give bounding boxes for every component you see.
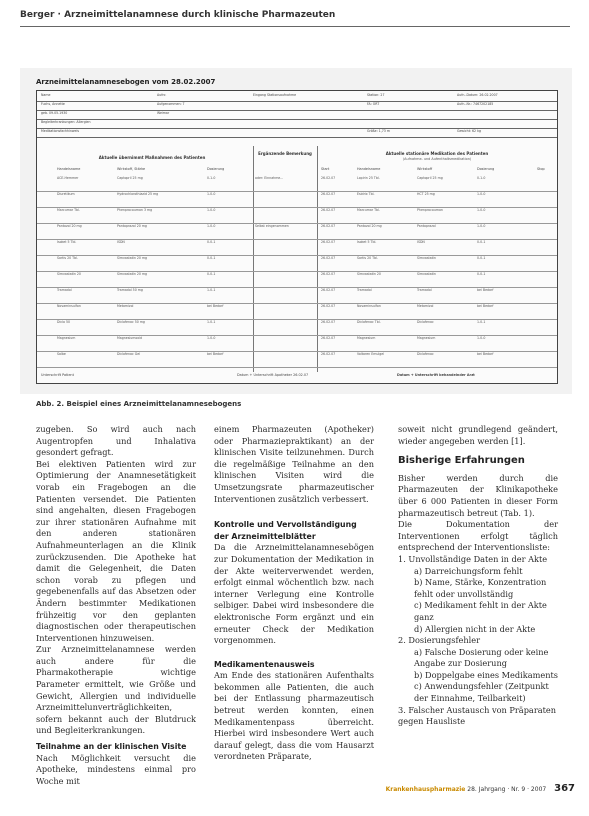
form-header-cell: Gewicht: 62 kg xyxy=(457,129,481,133)
table-row xyxy=(37,191,557,208)
table-cell: 1-0-0 xyxy=(207,336,216,340)
table-cell: Hydrochlorothiazid 25 mg xyxy=(117,192,159,196)
table-cell: Simvastatin xyxy=(417,256,436,260)
form-header-cell: Weimar xyxy=(157,111,170,115)
table-cell: Diclo 50 xyxy=(57,320,70,324)
table-cell: Metamizol xyxy=(417,304,434,308)
table-row xyxy=(37,239,557,256)
running-title: Berger · Arzneimittelanamnese durch klinische Pharmazeuten xyxy=(20,10,336,20)
table-cell: Novaminsulfon xyxy=(357,304,381,308)
page-footer xyxy=(330,782,575,796)
section-heading: Kontrolle und Vervollständigung der Arzneimittelblätter xyxy=(214,520,357,541)
paragraph: Die Dokumentation der Interventionen erfolgt täglich entsprechend der Interventionsliste: xyxy=(398,519,558,553)
table-cell: Isoket 5 Tbl. xyxy=(57,240,77,244)
table-cell: Esidrix Tbl. xyxy=(357,192,375,196)
magazine-name: Krankenhauspharmazie xyxy=(385,786,466,793)
section-heading: Teilnahme an der klinischen Visite xyxy=(36,742,187,752)
form-header-cell: Größe: 1,73 m xyxy=(367,129,390,133)
form-header-row xyxy=(37,128,557,138)
list-item: c) Medikament fehlt in der Akte ganz xyxy=(414,600,547,622)
list-item: c) Anwendungsfehler (Zeitpunkt der Einnahme, Teilbarkeit) xyxy=(414,681,549,704)
table-cell: Sortis 20 Tbl. xyxy=(57,256,79,260)
section-heading: Medikamentenausweis xyxy=(214,659,315,669)
right-section-subtitle: (Aufnahme- und Aufenthaltsmedikation) xyxy=(402,157,472,161)
table-cell: 1-0-1 xyxy=(207,320,216,324)
table-cell: oder: Einnahme... xyxy=(255,176,284,180)
form-header-cell: Aufn.-Nr.: 7467202185 xyxy=(457,102,494,106)
table-cell: Novaminsulfon xyxy=(57,304,81,308)
table-cell: Diclofenac Tbl. xyxy=(357,320,381,324)
table-cell: 1-0-0 xyxy=(207,224,216,228)
table-cell: Phenprocoumon 3 mg xyxy=(117,208,153,212)
table-cell: 26.02.07 xyxy=(321,224,336,228)
list-item: d) Allergien nicht in der Akte xyxy=(414,623,536,634)
table-cell: bei Bedarf xyxy=(207,304,224,308)
table-cell: Magnesium xyxy=(57,336,76,340)
issue-info: 28. Jahrgang · Nr. 9 · 2007 xyxy=(467,786,547,793)
form-header-cell: Medikationsfachhinweis xyxy=(41,129,80,133)
table-cell: Simvastatin 20 mg xyxy=(117,256,148,260)
table-row xyxy=(37,287,557,304)
paragraph: soweit nicht grundlegend geändert, wieder angegeben werden [1]. xyxy=(398,424,558,446)
form-header-cell: Name xyxy=(41,93,51,97)
table-cell: Simvastatin xyxy=(417,272,436,276)
table-cell: 26.02.07 xyxy=(321,176,336,180)
form-title: Arzneimittelanamnesebogen vom 28.02.2007 xyxy=(36,78,216,86)
table-cell: Tramadol xyxy=(357,288,372,292)
table-cell: Diuretikum xyxy=(57,192,75,196)
table-cell: 1-0-0 xyxy=(477,208,486,212)
table-cell: Pantozol 20 mg xyxy=(57,224,82,228)
table-cell: 26.02.07 xyxy=(321,272,336,276)
table-cell: Magnesium xyxy=(417,336,436,340)
table-cell: 0-0-1 xyxy=(207,240,216,244)
table-cell: 1-0-0 xyxy=(207,192,216,196)
column-header: Start xyxy=(321,167,330,171)
table-cell: Isoket 5 Tbl. xyxy=(357,240,377,244)
paragraph: Nach Möglichkeit versucht die Apotheke, mindestens einmal pro Woche mit xyxy=(36,752,196,786)
table-row xyxy=(37,303,557,320)
table-cell: 1-0-0 xyxy=(477,224,486,228)
table-cell: 26.02.07 xyxy=(321,352,336,356)
table-cell: 0-0-1 xyxy=(207,272,216,276)
table-cell: Diclofenac xyxy=(417,352,434,356)
right-section-title: Aktuelle stationäre Medikation des Patienten xyxy=(385,151,489,156)
signature-patient: Unterschrift Patient xyxy=(41,373,74,377)
anamnesis-form xyxy=(36,90,558,384)
list-item: b) Doppelgabe eines Medikaments xyxy=(414,669,558,680)
list-item: 2. Dosierungsfehler xyxy=(398,635,481,646)
table-cell: 26.02.07 xyxy=(321,208,336,212)
form-header-cell: FA: ORT xyxy=(367,102,380,106)
paragraph: Zur Arzneimittelanamnese werden auch andere für die Pharmakotherapie wichtige Parameter ermittelt, wie Größe und Gewicht, Allergien und individuelle Arzneimittelunverträglichkeiten, sofern bekannt auch der Blutdruck und Begleiterkrankungen. xyxy=(36,644,196,736)
mid-section-title: Ergänzende Bemerkung xyxy=(258,151,312,156)
form-header-cell: geb. 09.05.1930 xyxy=(41,111,68,115)
table-cell: Tramadol 50 mg xyxy=(117,288,143,292)
table-cell: 26.02.07 xyxy=(321,320,336,324)
signature-pharmacist: Datum + Unterschrift Apotheker 26.02.07 xyxy=(237,373,309,377)
left-section-title: Aktuelle übernimmt Maßnahmen des Patienten xyxy=(98,155,206,160)
table-cell: Simvastatin 20 xyxy=(57,272,81,276)
table-cell: Marcumar Tbl. xyxy=(357,208,380,212)
table-cell: Sortis 20 Tbl. xyxy=(357,256,379,260)
paragraph: einem Pharmazeuten (Apotheker) oder Pharmaziepraktikant) an der klinischen Visite teilzunehmen. Durch die regelmäßige Teilnahme an den klinischen Visiten wird die Umsetzungsrate pharmazeutischer Interventionen zusätzlich verbessert. xyxy=(214,424,374,504)
table-cell: 26.02.07 xyxy=(321,288,336,292)
table-cell: Marcumar Tbl. xyxy=(57,208,80,212)
section-heading: Bisherige Erfahrungen xyxy=(398,455,525,467)
table-row xyxy=(37,271,557,288)
table-cell: Selbst eingenommen xyxy=(255,224,289,228)
table-cell: Captopril 25 mg xyxy=(117,176,143,180)
table-cell: bei Bedarf xyxy=(207,352,224,356)
table-row xyxy=(37,319,557,336)
table-cell: Magnesiumoxid xyxy=(117,336,143,340)
table-cell: ISDN xyxy=(117,240,125,244)
table-row xyxy=(37,223,557,240)
table-cell: 0-1-0 xyxy=(207,176,216,180)
table-cell: 0-0-1 xyxy=(477,272,486,276)
table-cell: 1-0-0 xyxy=(477,192,486,196)
table-cell: Salbe xyxy=(57,352,66,356)
paragraph: zugeben. So wird auch nach Augentropfen und Inhalativa gesondert gefragt. xyxy=(36,424,196,458)
table-row xyxy=(37,335,557,352)
column-header: Handelsname xyxy=(357,167,381,171)
table-cell: Diclofenac Gel xyxy=(117,352,141,356)
form-header-cell: Aufn.-Datum: 26.02.2007 xyxy=(457,93,498,97)
table-cell: Pantoprazol 20 mg xyxy=(117,224,147,228)
table-row xyxy=(37,255,557,272)
form-header-cell: Aufnr. xyxy=(157,93,167,97)
signature-physician: Datum + Unterschrift behandelnder Arzt xyxy=(397,373,475,377)
table-cell: 1-0-0 xyxy=(207,208,216,212)
text-column-1 xyxy=(36,424,196,787)
table-cell: 1-0-1 xyxy=(207,288,216,292)
table-cell: 0-0-1 xyxy=(207,256,216,260)
figure-caption: Abb. 2. Beispiel eines Arzneimittelanamnesebogens xyxy=(36,400,242,408)
intervention-list xyxy=(398,554,558,728)
table-row xyxy=(37,175,557,192)
list-item: a) Falsche Dosierung oder keine Angabe zur Dosierung xyxy=(414,646,549,669)
table-cell: Magnesium xyxy=(357,336,376,340)
table-cell: 26.02.07 xyxy=(321,256,336,260)
table-cell: 1-0-1 xyxy=(477,320,486,324)
table-cell: 26.02.07 xyxy=(321,192,336,196)
table-cell: Diclofenac xyxy=(417,320,434,324)
column-header: Wirkstoff xyxy=(417,167,433,171)
paragraph: Bei elektiven Patienten wird zur Optimierung der Anamnesetätigkeit vorab ein Fragebogen an die Patienten versendet. Die Patienten sind angehalten, diesen Fragebogen zur ihrer stationären Aufnahme mit den anderen stationären Aufnahmeunterlagen an die Klinik zurückzusenden. Die Apotheke hat damit die Gelegenheit, die Daten schon vorab zu pflegen und gegebenenfalls auf das Absetzen oder Ändern bestimmter Medikationen frühzeitig vor den geplanten diagnostischen oder therapeutischen Interventionen hinzuweisen. xyxy=(36,458,196,643)
table-cell: Simvastatin 20 xyxy=(357,272,381,276)
table-cell: Voltaren Emulgel xyxy=(357,352,385,356)
column-header: Dosierung xyxy=(477,167,495,171)
table-cell: 26.02.07 xyxy=(321,336,336,340)
table-cell: 26.02.07 xyxy=(321,304,336,308)
form-header-cell: Eingang Stationsaufnahme xyxy=(253,93,297,97)
paragraph: Da die Arzneimittelanamnesebögen zur Dokumentation der Medikation in der Akte weiterverwendet werden, erfolgt einmal wöchentlich bzw. nach interner Verlegung eine Kontrolle selbiger. Dabei wird insbesondere die elektronische Form ergänzt und ein erneuter Check der Medikation vorgenommen. xyxy=(214,542,374,646)
page-header xyxy=(20,6,570,27)
table-cell: Phenprocoumon xyxy=(417,208,443,212)
table-cell: 0-0-1 xyxy=(477,256,486,260)
table-row xyxy=(37,207,557,224)
table-cell: 26.02.07 xyxy=(321,240,336,244)
table-cell: bei Bedarf xyxy=(477,352,494,356)
table-cell: 0-0-1 xyxy=(477,240,486,244)
table-cell: Diclofenac 50 mg xyxy=(117,320,145,324)
list-item: a) Darreichungsform fehlt xyxy=(414,565,523,576)
table-cell: Captopril 25 mg xyxy=(417,176,443,180)
table-cell: Tramadol xyxy=(57,288,72,292)
table-cell: 0-1-0 xyxy=(477,176,486,180)
table-cell: Tramadol xyxy=(417,288,432,292)
list-item: 1. Unvollständige Daten in der Akte xyxy=(398,553,548,564)
column-header: Handelsname xyxy=(57,167,81,171)
column-header: Wirkstoff, Stärke xyxy=(117,167,146,171)
table-cell: Metamizol xyxy=(117,304,134,308)
column-header: Stop xyxy=(537,167,545,171)
table-cell: Simvastatin 20 mg xyxy=(117,272,148,276)
page-number: 367 xyxy=(554,783,575,794)
text-column-3 xyxy=(398,424,558,728)
column-header: Dosierung xyxy=(207,167,225,171)
list-item: 3. Falscher Austausch von Präparaten gegen Hausliste xyxy=(398,704,557,727)
form-header-cell: Begleiterkrankungen: Allergien xyxy=(41,120,91,124)
table-cell: Lopirin 25 Tbl. xyxy=(357,176,380,180)
paragraph: Bisher werden durch die Pharmazeuten der Klinikapotheke über 6 000 Patienten in dieser Form pharmazeutisch betreut (Tab. 1). xyxy=(398,472,558,518)
table-cell: Pantoprazol xyxy=(417,224,436,228)
list-item: b) Name, Stärke, Konzentration fehlt oder unvollständig xyxy=(414,577,547,599)
table-cell: 1-0-0 xyxy=(477,336,486,340)
table-cell: Pantozol 20 mg xyxy=(357,224,382,228)
table-cell: ACE-Hemmer xyxy=(57,176,79,180)
table-cell: ISDN xyxy=(417,240,425,244)
form-header-cell: Aufgenommen: 7 xyxy=(157,102,185,106)
text-column-2 xyxy=(214,424,374,763)
form-header-cell: Fuchs, Annette xyxy=(41,102,65,106)
paragraph: Am Ende des stationären Aufenthalts bekommen alle Patienten, die auch bei der Entlassung pharmazeutisch betreut werden konnten, einen Medikamentenpass überreicht. Hierbei wird insbesondere Wert auch darauf gelegt, dass die vom Hausarzt verordneten Präparate, xyxy=(214,670,374,762)
table-row xyxy=(37,351,557,368)
table-cell: HCT 25 mg xyxy=(417,192,435,196)
table-cell: bei Bedarf xyxy=(477,304,494,308)
form-header-cell: Station: 27 xyxy=(367,93,385,97)
table-cell: bei Bedarf xyxy=(477,288,494,292)
